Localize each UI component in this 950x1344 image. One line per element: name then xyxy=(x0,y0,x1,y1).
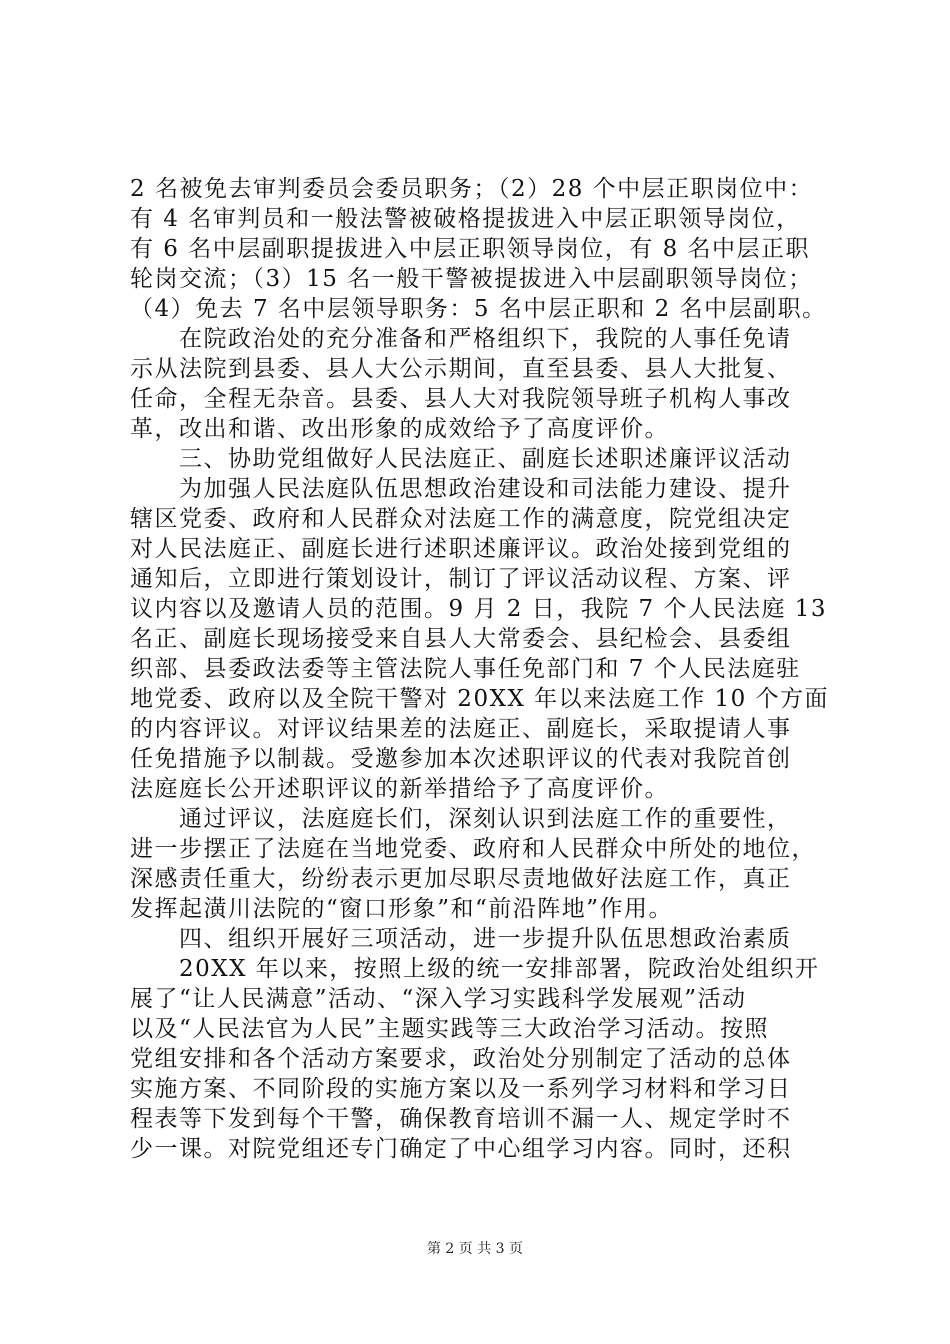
text-line: 通过评议，法庭庭长们，深刻认识到法庭工作的重要性， xyxy=(130,806,792,832)
text-line: 少一课。对院党组还专门确定了中心组学习内容。同时，还积 xyxy=(130,1136,792,1162)
text-line: 党组安排和各个活动方案要求，政治处分别制定了活动的总体 xyxy=(130,1046,792,1072)
text-line: 议内容以及邀请人员的范围。9 月 2 日，我院 7 个人民法庭 13 xyxy=(130,596,828,622)
text-line: 的内容评议。对评议结果差的法庭正、副庭长，采取提请人事 xyxy=(130,716,792,742)
text-line: 示从法院到县委、县人大公示期间，直至县委、县人大批复、 xyxy=(130,356,792,382)
text-line: 发挥起潢川法院的“窗口形象”和“前沿阵地”作用。 xyxy=(130,896,674,922)
text-line: 在院政治处的充分准备和严格组织下，我院的人事任免请 xyxy=(130,326,792,352)
text-line: 轮岗交流；（3）15 名一般干警被提拔进入中层副职领导岗位； xyxy=(130,266,813,292)
text-line: 程表等下发到每个干警，确保教育培训不漏一人、规定学时不 xyxy=(130,1106,792,1132)
text-line: 任命，全程无杂音。县委、县人大对我院领导班子机构人事改 xyxy=(130,386,792,412)
text-line: 展了“让人民满意”活动、“深入学习实践科学发展观”活动 xyxy=(130,986,747,1012)
text-line: 革，改出和谐、改出形象的成效给予了高度评价。 xyxy=(130,416,669,442)
text-line: 通知后，立即进行策划设计，制订了评议活动议程、方案、评 xyxy=(130,566,792,592)
text-line: 有 4 名审判员和一般法警被破格提拔进入中层正职领导岗位， xyxy=(130,206,801,232)
text-line: 有 6 名中层副职提拔进入中层正职领导岗位，有 8 名中层正职 xyxy=(130,236,811,262)
text-line: 任免措施予以制裁。受邀参加本次述职评议的代表对我院首创 xyxy=(130,746,792,772)
text-line: 实施方案、不同阶段的实施方案以及一系列学习材料和学习日 xyxy=(130,1076,792,1102)
text-line: 深感责任重大，纷纷表示更加尽职尽责地做好法庭工作，真正 xyxy=(130,866,792,892)
text-line: 以及“人民法官为人民”主题实践等三大政治学习活动。按照 xyxy=(130,1016,770,1042)
page-number: 第 2 页 共 3 页 xyxy=(426,1241,524,1257)
section-heading: 三、协助党组做好人民法庭正、副庭长述职述廉评议活动 xyxy=(130,446,792,472)
text-line: 法庭庭长公开述职评议的新举措给予了高度评价。 xyxy=(130,776,669,802)
text-line: 为加强人民法庭队伍思想政治建设和司法能力建设、提升 xyxy=(130,476,792,502)
text-line: 进一步摆正了法庭在当地党委、政府和人民群众中所处的地位， xyxy=(130,836,816,862)
text-line: 对人民法庭正、副庭长进行述职述廉评议。政治处接到党组的 xyxy=(130,536,792,562)
text-line: 织部、县委政法委等主管法院人事任免部门和 7 个人民法庭驻 xyxy=(130,656,801,682)
text-line: 辖区党委、政府和人民群众对法庭工作的满意度，院党组决定 xyxy=(130,506,792,532)
text-line: （4）免去 7 名中层领导职务：5 名中层正职和 2 名中层副职。 xyxy=(130,296,827,322)
text-line: 名正、副庭长现场接受来自县人大常委会、县纪检会、县委组 xyxy=(130,626,792,652)
text-line: 20XX 年以来，按照上级的统一安排部署，院政治处组织开 xyxy=(130,956,820,982)
text-line: 2 名被免去审判委员会委员职务；（2）28 个中层正职岗位中： xyxy=(130,176,814,202)
section-heading: 四、组织开展好三项活动，进一步提升队伍思想政治素质 xyxy=(130,926,792,952)
document-body xyxy=(130,174,842,1164)
text-line: 地党委、政府以及全院干警对 20XX 年以来法庭工作 10 个方面 xyxy=(130,686,830,712)
page-footer xyxy=(0,1238,950,1258)
